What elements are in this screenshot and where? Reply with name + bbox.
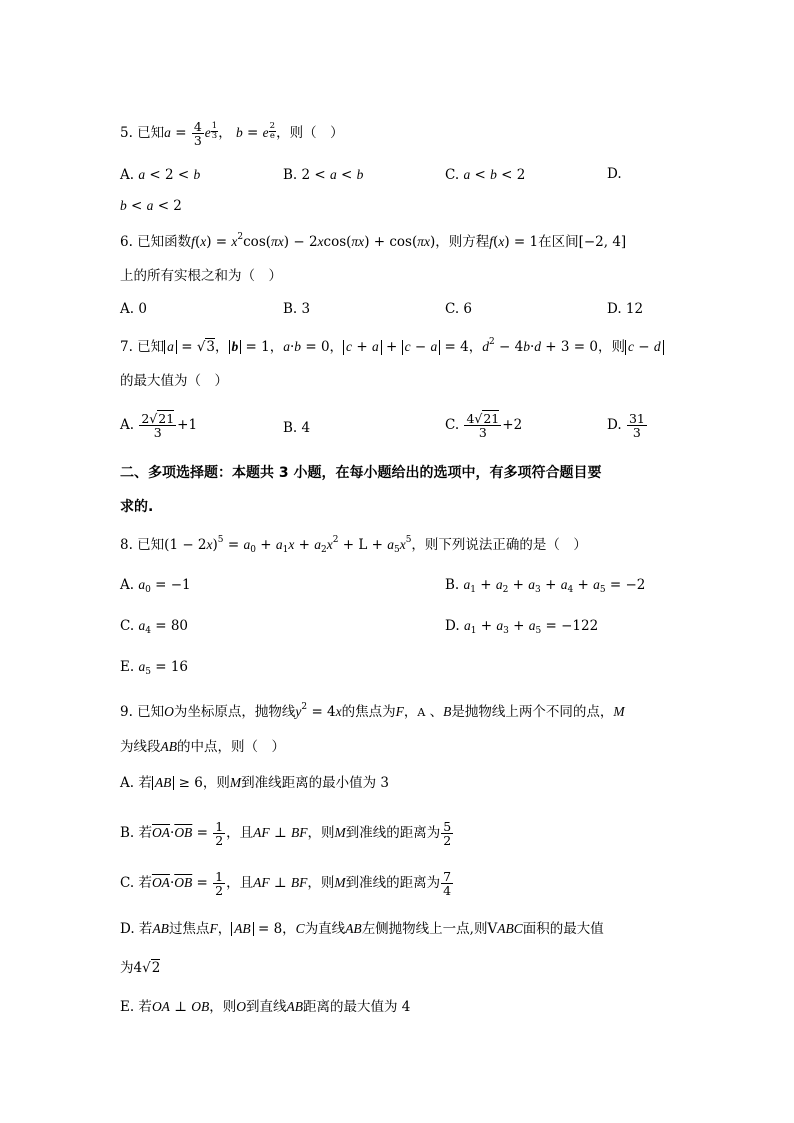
q7-option-d: D. $\frac{31}{3}$ [607,411,645,441]
q9-option-d-line2: 为4√2 [120,960,161,976]
q6-option-d: D. 12 [607,301,644,317]
q9-option-e: E. 若OA ⊥ OB，则O到直线AB距离的最大值为 4 [120,999,411,1015]
q8-option-d: D. $a_1 + a_3 + a_5 = -122$ [445,618,599,636]
q9-option-a: A. 若 AB ≥ 6，则M到准线距离的最小值为 3 [120,775,389,791]
q8-option-a: A. $a_0 = -1$ [120,577,191,595]
q6-option-c: C. 6 [445,301,473,317]
q5-option-c: C. a < b < 2 [445,167,526,183]
q8-option-b: B. $a_1 + a_2 + a_3 + a_4 + a_5 = -2$ [445,577,646,595]
q9-stem: 9. 已知O为坐标原点，抛物线$y^2 = 4x$的焦点为F，A 、B是抛物线上两个不同的点，M [120,702,625,720]
q9-option-b: B. 若$\overline{OA}\cdot\overline{OB}$ = $\frac{1}{2}$ ，且AF ⊥ BF，则M到准线的距离为 $\frac{5}{2}$ [120,819,452,849]
q5-option-a: A. a < 2 < b [120,167,201,183]
q8-option-e: E. $a_5 = 16$ [120,659,189,677]
q7-option-c: C. $\frac{4√21}{3}$ +2 [445,411,523,441]
q7-option-b: B. 4 [283,420,311,436]
q5-stem: 5. 已知a = $\frac{4}{3}$ e $\frac{1}{3}$ ， b = e $\frac{2}{e}$ ，则（ ） [120,119,344,149]
q9-option-d: D. 若AB过焦点F， AB = 8，C为直线AB左侧抛物线上一点,则VABC面积的最大值 [120,921,604,937]
q5-option-b: B. 2 < a < b [283,167,364,183]
q9-option-c: C. 若$\overline{OA}\cdot\overline{OB}$ = $\frac{1}{2}$ ，且AF ⊥ BF，则M到准线的距离为 $\frac{7}{4}$ [120,869,452,899]
q7-option-a: A. $\frac{2√21}{3}$ +1 [120,411,198,441]
q6-option-b: B. 3 [283,301,311,317]
q6-stem-line2: 上的所有实根之和为（ ） [120,268,282,284]
q9-stem-line2: 为线段AB的中点，则（ ） [120,739,285,755]
q5-option-d: D. [607,166,622,182]
q5-option-d-body: b < a < 2 [120,198,182,214]
section-2-heading-line2: 求的. [120,499,154,515]
q7-stem-line2: 的最大值为（ ） [120,373,228,389]
q8-option-c: C. $a_4 = 80$ [120,618,188,636]
section-2-heading: 二、多项选择题：本题共 3 小题，在每小题给出的选项中，有多项符合题目要 [120,465,602,481]
q6-option-a: A. 0 [120,301,147,317]
q6-stem: 6. 已知函数$f(x) = x^2\cos(\pi x) - 2xcos(\pi x) + \cos(\pi x)$，则方程f(x) = 1在区间[−2, 4] [120,232,627,250]
q7-stem: 7. 已知 a = √3， b = 1，a·b = 0， c + a + c − a = 4，$d^2 - 4b\cdot d + 3 = 0$，则 c − d [120,338,664,355]
q8-stem: 8. 已知$(1 - 2x)^5 = a_0 + a_1x + a_2x^2 + L + a_5x^5$，则下列说法正确的是（ ） [120,535,587,555]
